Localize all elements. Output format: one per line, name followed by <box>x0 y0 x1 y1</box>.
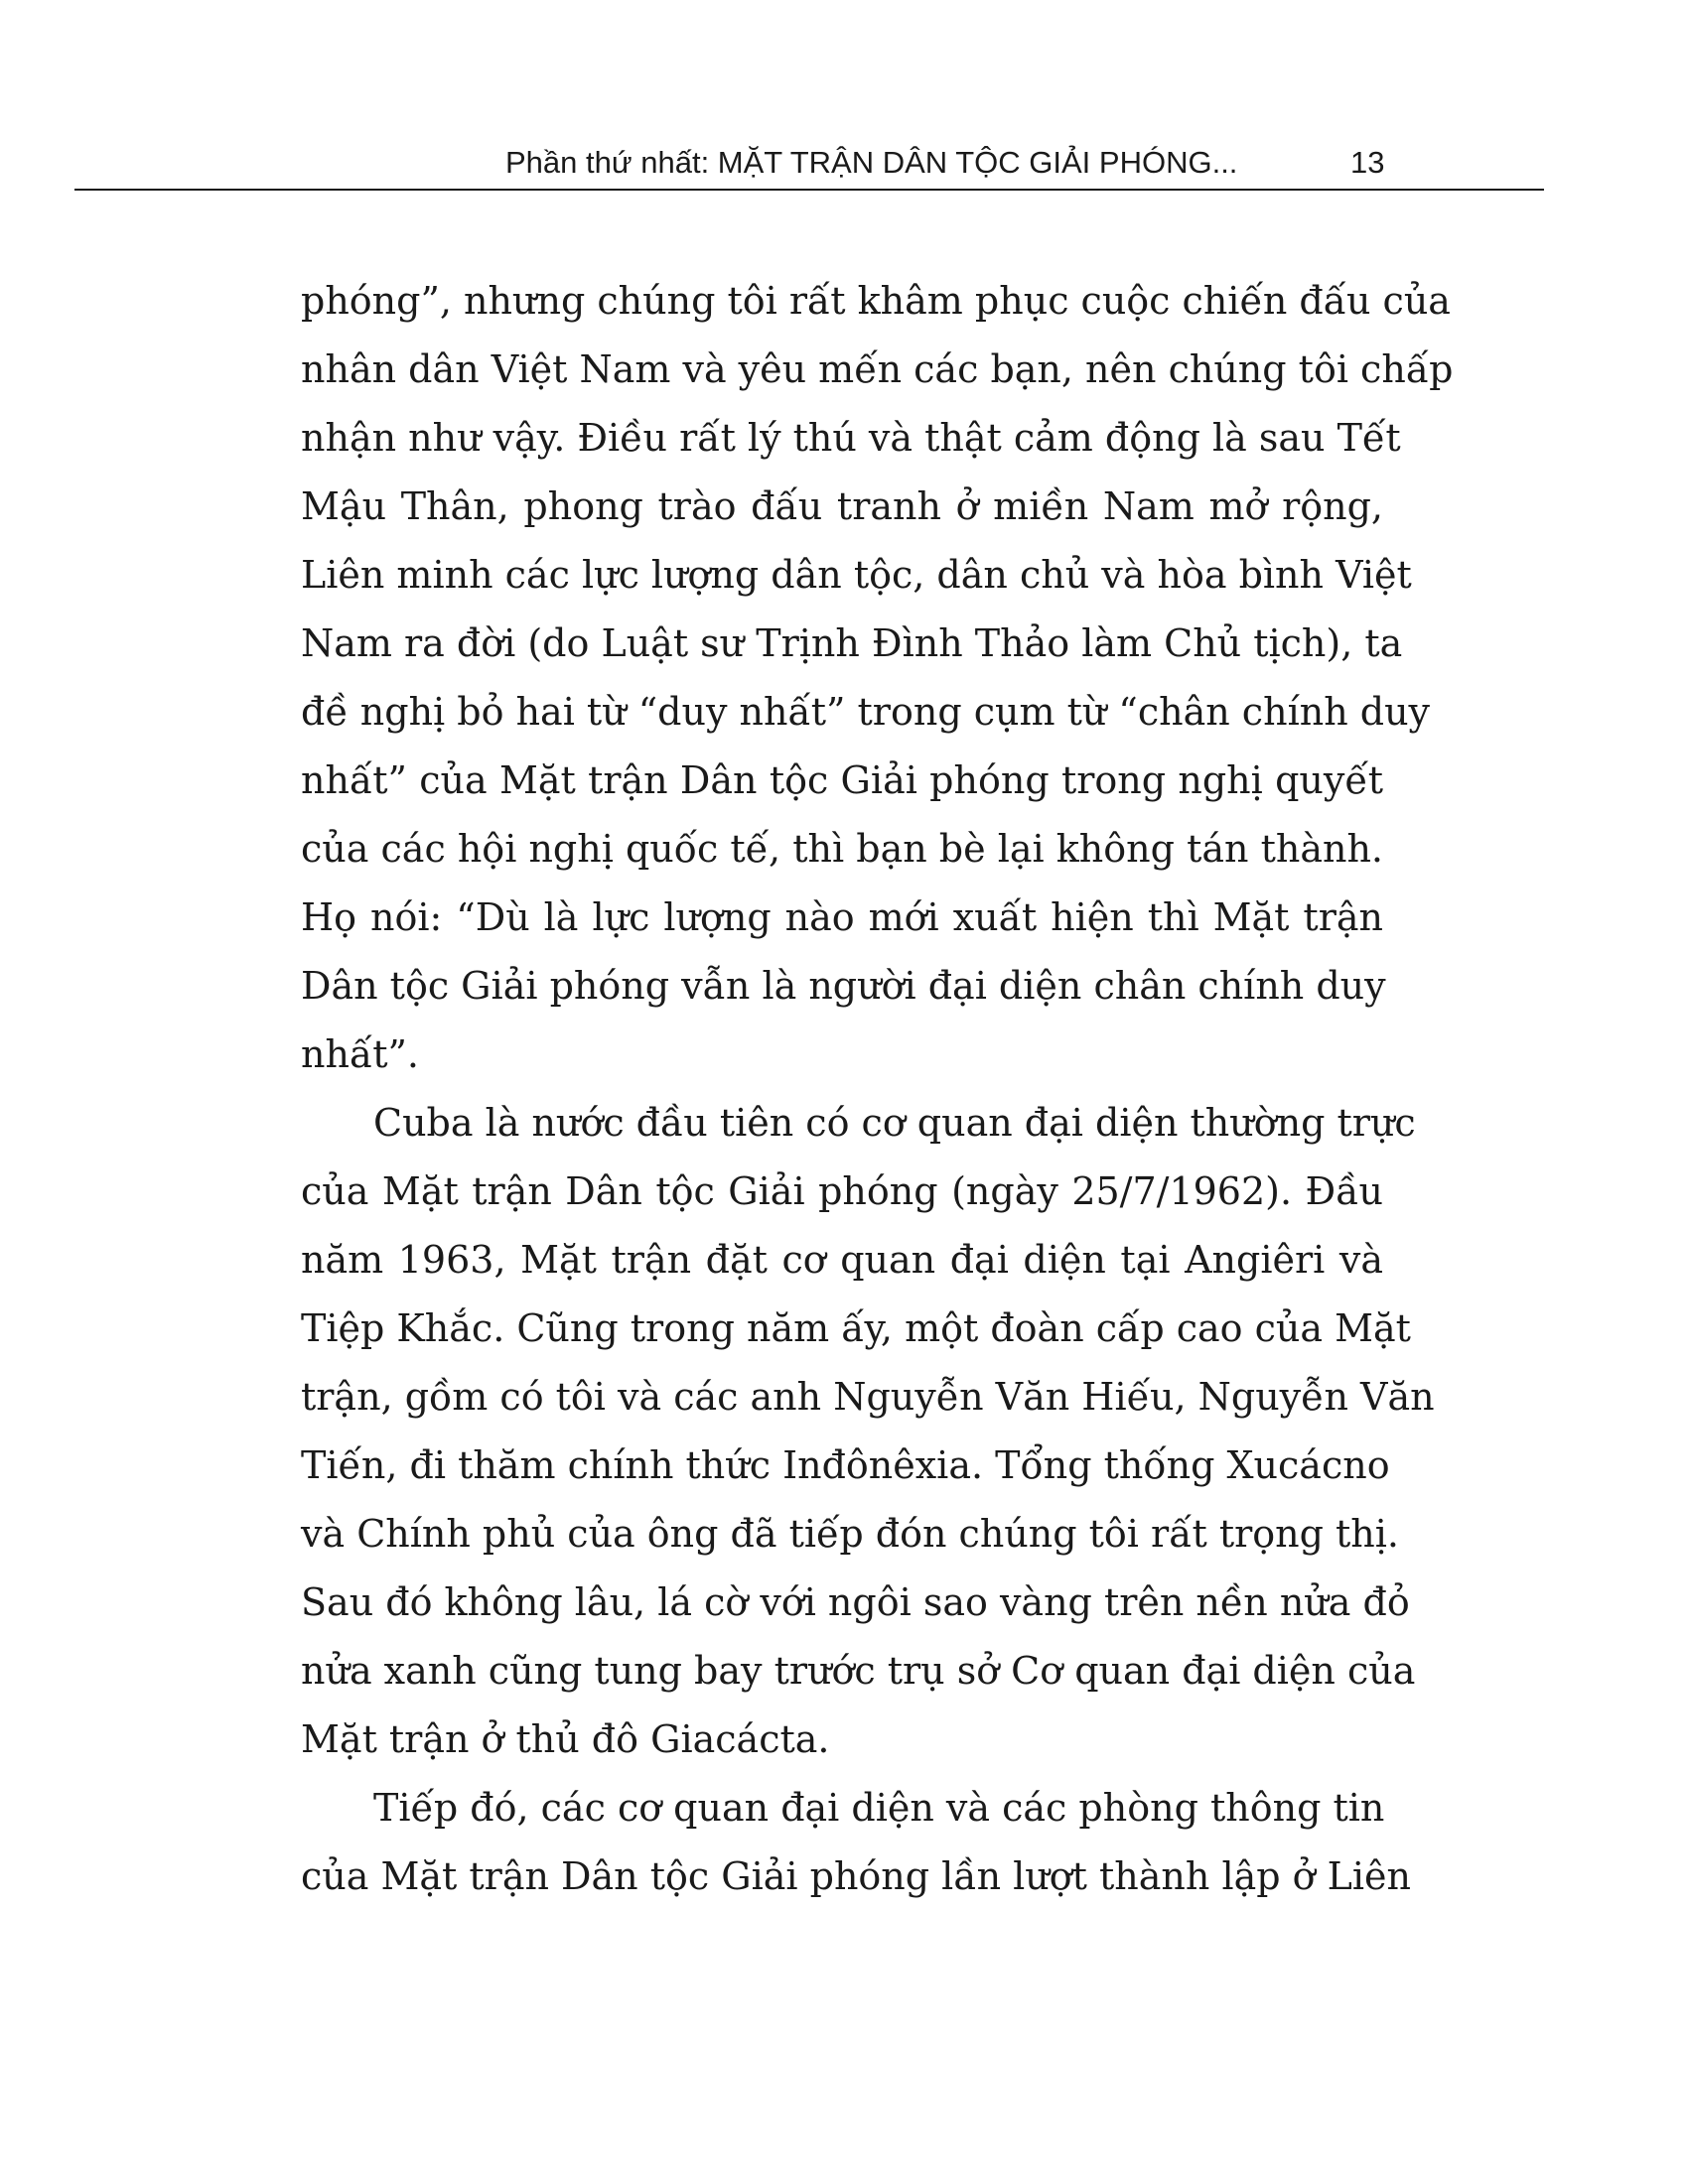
text-line: Cuba là nước đầu tiên có cơ quan đại diện thường trực <box>373 1101 1416 1145</box>
text-line: của Mặt trận Dân tộc Giải phóng lần lượt thành lập ở Liên <box>301 1854 1411 1898</box>
text-line: Tiến, đi thăm chính thức Inđônêxia. Tổng thống Xucácno <box>301 1443 1390 1487</box>
text-line: Mặt trận ở thủ đô Giacácta. <box>301 1717 830 1761</box>
text-line: Liên minh các lực lượng dân tộc, dân chủ và hòa bình Việt <box>301 553 1412 597</box>
text-line: nửa xanh cũng tung bay trước trụ sở Cơ quan đại diện của <box>301 1649 1416 1693</box>
text-line: Mậu Thân, phong trào đấu tranh ở miền Nam mở rộng, <box>301 484 1383 528</box>
text-line: nhất”. <box>301 1032 420 1076</box>
text-line: nhất” của Mặt trận Dân tộc Giải phóng trong nghị quyết <box>301 758 1383 802</box>
running-header <box>74 137 1544 191</box>
running-title: Phần thứ nhất: MẶT TRẬN DÂN TỘC GIẢI PHÓNG... <box>505 145 1238 180</box>
text-line: phóng”, nhưng chúng tôi rất khâm phục cuộc chiến đấu của <box>301 279 1451 323</box>
text-line: Họ nói: “Dù là lực lượng nào mới xuất hiện thì Mặt trận <box>301 895 1383 939</box>
page-number: 13 <box>1350 145 1385 180</box>
text-line: và Chính phủ của ông đã tiếp đón chúng tôi rất trọng thị. <box>301 1512 1400 1556</box>
text-line: Tiếp đó, các cơ quan đại diện và các phòng thông tin <box>373 1786 1385 1830</box>
text-line: trận, gồm có tôi và các anh Nguyễn Văn Hiếu, Nguyễn Văn <box>301 1375 1435 1419</box>
text-line: của Mặt trận Dân tộc Giải phóng (ngày 25/7/1962). Đầu <box>301 1169 1383 1213</box>
text-line: Tiệp Khắc. Cũng trong năm ấy, một đoàn cấp cao của Mặt <box>301 1306 1411 1350</box>
text-line: Dân tộc Giải phóng vẫn là người đại diện chân chính duy <box>301 964 1386 1008</box>
text-line: Nam ra đời (do Luật sư Trịnh Đình Thảo làm Chủ tịch), ta <box>301 621 1403 665</box>
paragraph-1 <box>301 276 1454 1098</box>
paragraph-3 <box>301 1783 1411 1920</box>
text-line: Sau đó không lâu, lá cờ với ngôi sao vàng trên nền nửa đỏ <box>301 1580 1410 1624</box>
text-line: đề nghị bỏ hai từ “duy nhất” trong cụm từ “chân chính duy <box>301 690 1431 734</box>
text-line: của các hội nghị quốc tế, thì bạn bè lại không tán thành. <box>301 827 1383 871</box>
body-text <box>301 276 1454 1920</box>
paragraph-2 <box>301 1098 1435 1783</box>
text-line: nhân dân Việt Nam và yêu mến các bạn, nên chúng tôi chấp <box>301 347 1454 391</box>
text-line: nhận như vậy. Điều rất lý thú và thật cảm động là sau Tết <box>301 416 1401 460</box>
text-line: năm 1963, Mặt trận đặt cơ quan đại diện tại Angiêri và <box>301 1238 1383 1282</box>
